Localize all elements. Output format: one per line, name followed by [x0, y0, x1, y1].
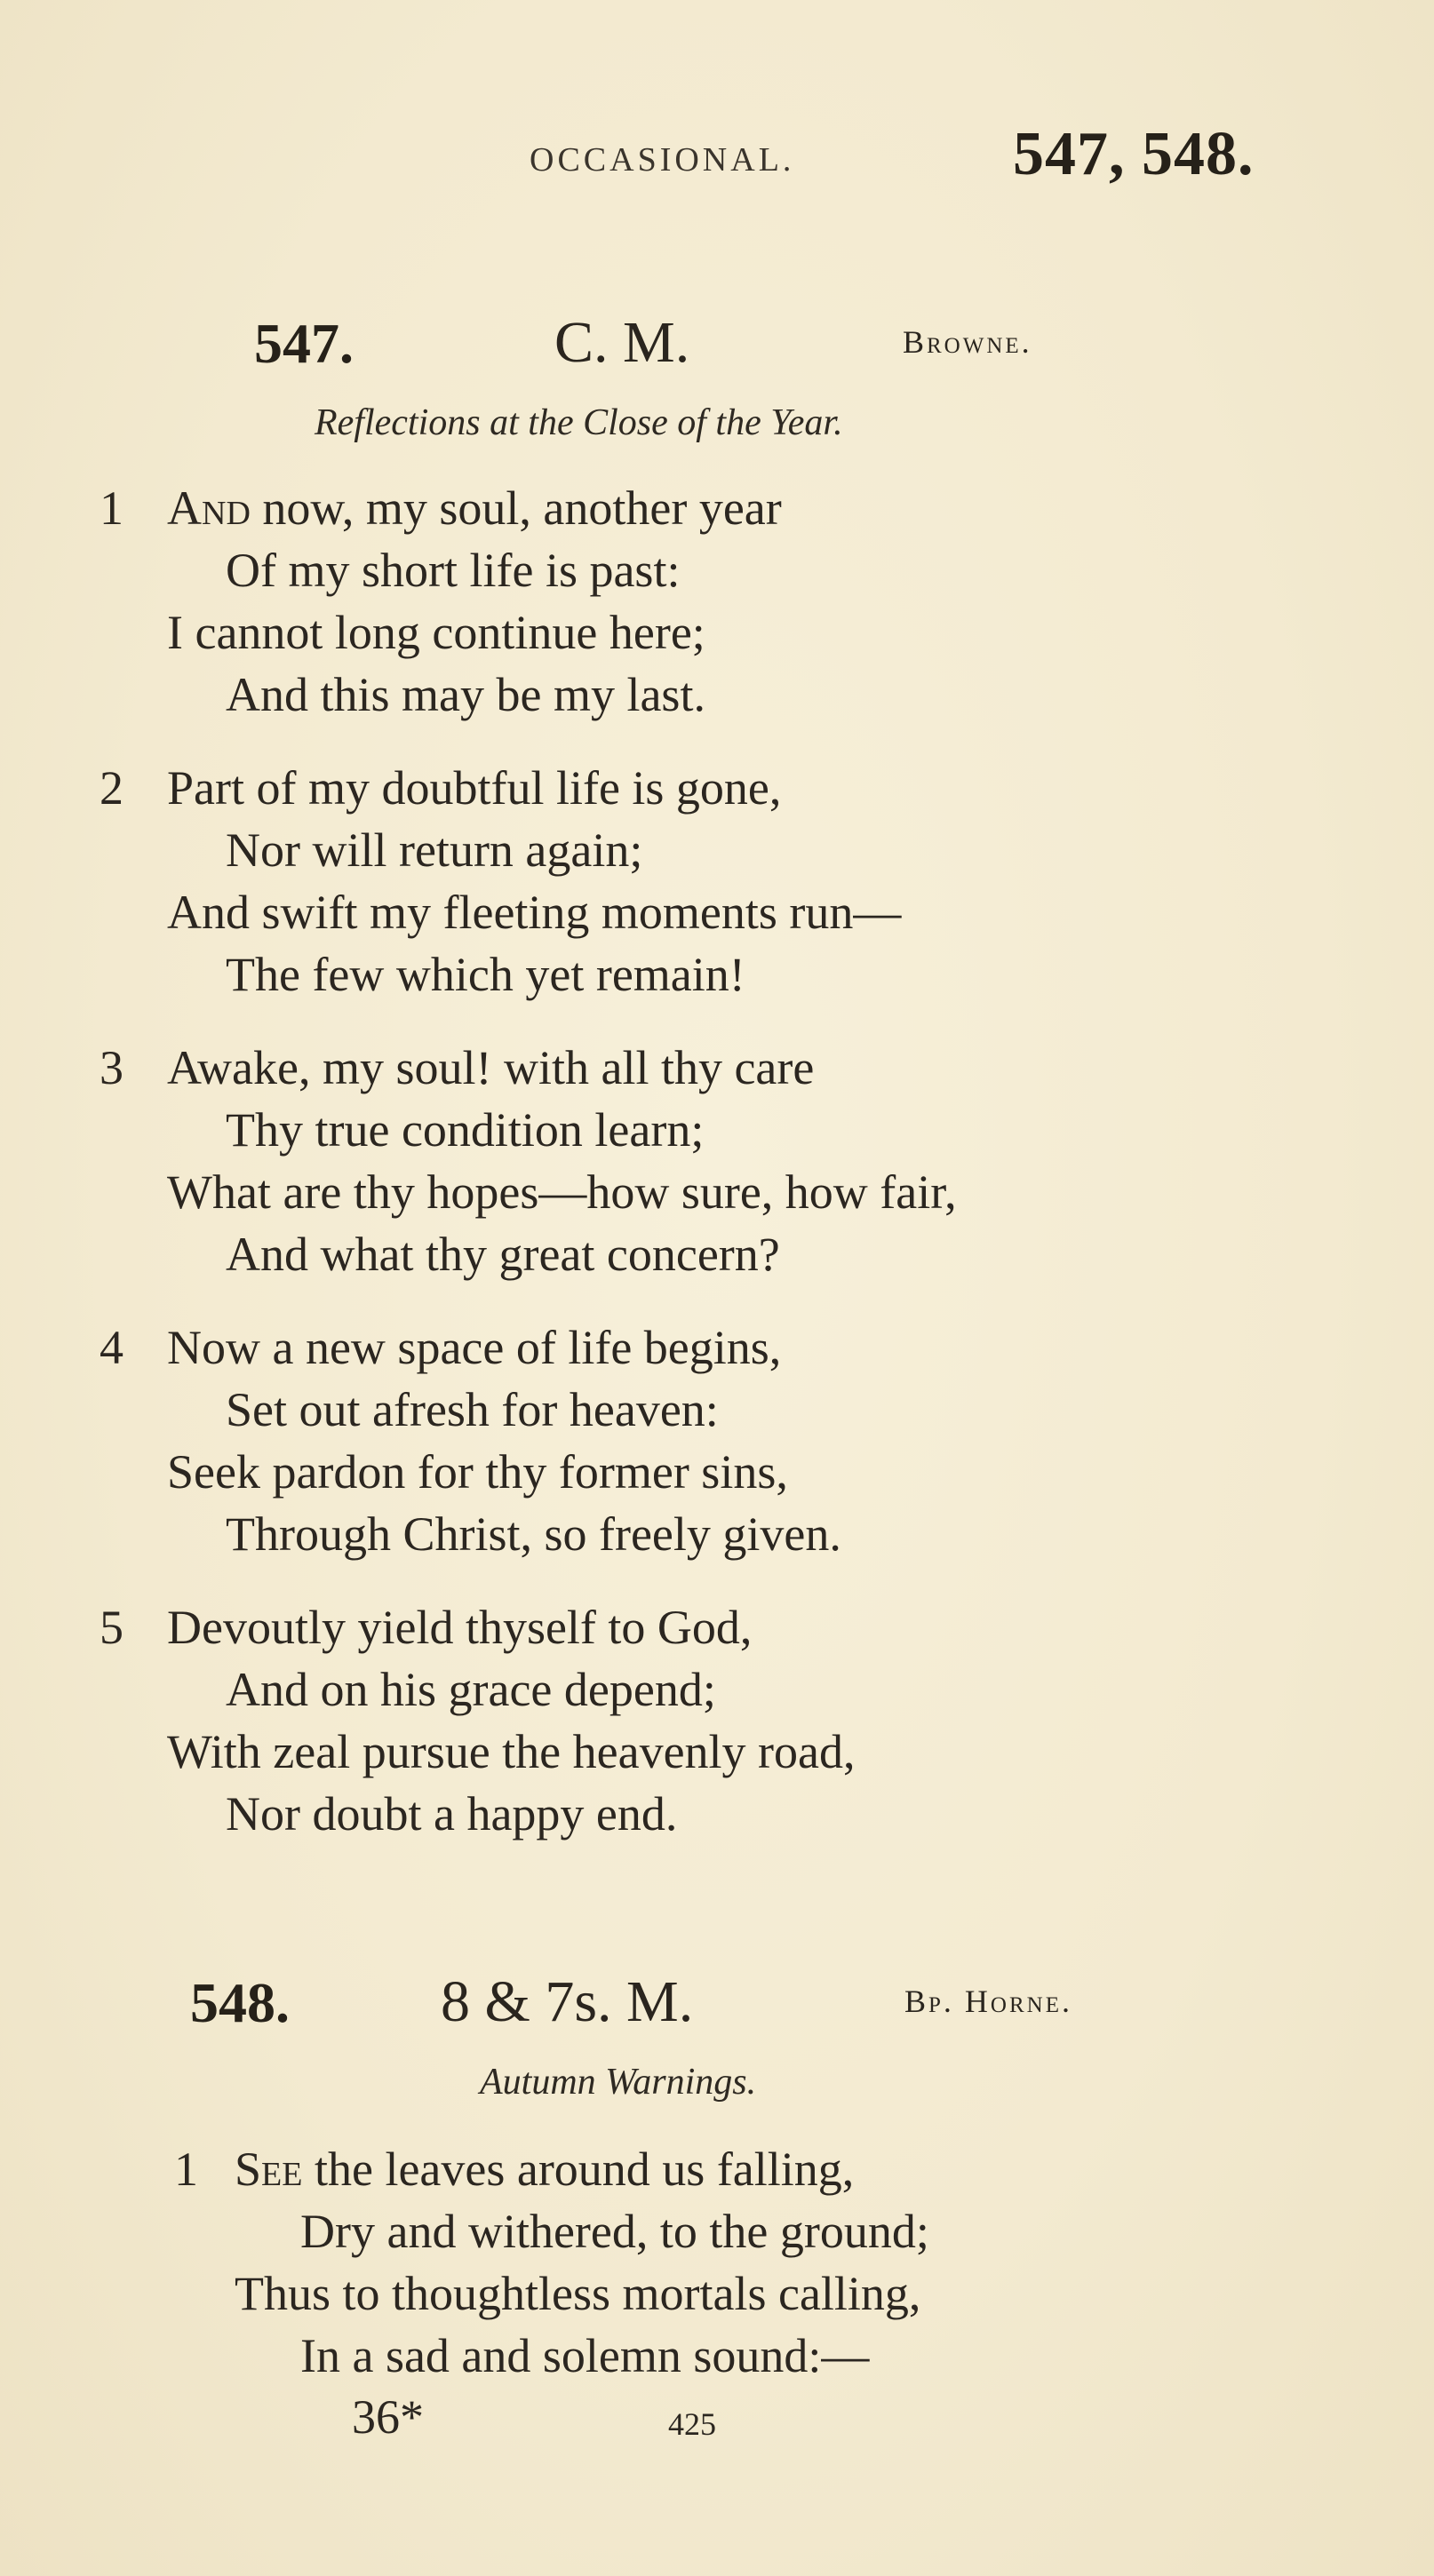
- hymn-548-number: 548.: [190, 1971, 290, 2034]
- running-hymn-numbers: 547, 548.: [1013, 120, 1255, 188]
- verse-line: Thy true condition learn;: [226, 1103, 705, 1157]
- verse-line: Set out afresh for heaven:: [226, 1383, 719, 1436]
- hymn-548-subtitle: Autumn Warnings.: [480, 2062, 757, 2103]
- verse-line-text: now, my soul, another year: [250, 481, 782, 535]
- verse-line: Devoutly yield thyself to God,: [167, 1601, 753, 1654]
- verse-line: And swift my fleeting moments run—: [167, 886, 902, 939]
- verse-number: 5: [100, 1601, 123, 1654]
- verse-line: Awake, my soul! with all thy care: [167, 1041, 815, 1094]
- verse-line: [235, 2143, 855, 2196]
- verse-line: Of my short life is past:: [226, 544, 681, 597]
- verse-line-text: the leaves around us falling,: [302, 2143, 855, 2196]
- verse-line: Nor doubt a happy end.: [226, 1787, 678, 1841]
- verse-line: Thus to thoughtless mortals calling,: [235, 2267, 921, 2320]
- verse-first-word: And: [167, 481, 251, 535]
- verse-number: 1: [174, 2143, 198, 2196]
- verse-line: What are thy hopes—how sure, how fair,: [167, 1165, 957, 1219]
- signature-mark: 36*: [352, 2390, 424, 2444]
- verse-line: I cannot long continue here;: [167, 606, 705, 659]
- verse-number: 3: [100, 1041, 123, 1094]
- verse-number: 4: [100, 1321, 123, 1374]
- hymn-547-subtitle: Reflections at the Close of the Year.: [315, 402, 843, 443]
- verse-number: 1: [100, 481, 123, 535]
- verse-number: 2: [100, 761, 123, 815]
- hymn-548-meter: 8 & 7s. M.: [441, 1969, 694, 2034]
- verse-line: Part of my doubtful life is gone,: [167, 761, 782, 815]
- hymn-547-number: 547.: [254, 312, 354, 375]
- hymn-547-author: Browne.: [903, 324, 1032, 360]
- verse-line: Nor will return again;: [226, 823, 643, 877]
- verse-first-word: See: [235, 2143, 303, 2196]
- page-number: 425: [668, 2406, 716, 2442]
- verse-line: [167, 481, 782, 535]
- running-title: OCCASIONAL.: [530, 141, 795, 179]
- verse-line: In a sad and solemn sound:—: [300, 2329, 870, 2382]
- verse-line: And what thy great concern?: [226, 1228, 780, 1281]
- verse-line: With zeal pursue the heavenly road,: [167, 1725, 856, 1778]
- verse-line: Dry and withered, to the ground;: [300, 2205, 929, 2258]
- verse-line: Through Christ, so freely given.: [226, 1507, 841, 1561]
- verse-line: Now a new space of life begins,: [167, 1321, 782, 1374]
- verse-line: And this may be my last.: [226, 668, 705, 721]
- hymn-548-author: Bp. Horne.: [904, 1984, 1072, 2019]
- verse-line: The few which yet remain!: [226, 948, 745, 1001]
- hymn-547-meter: C. M.: [554, 310, 690, 375]
- verse-line: Seek pardon for thy former sins,: [167, 1445, 788, 1499]
- verse-line: And on his grace depend;: [226, 1663, 716, 1716]
